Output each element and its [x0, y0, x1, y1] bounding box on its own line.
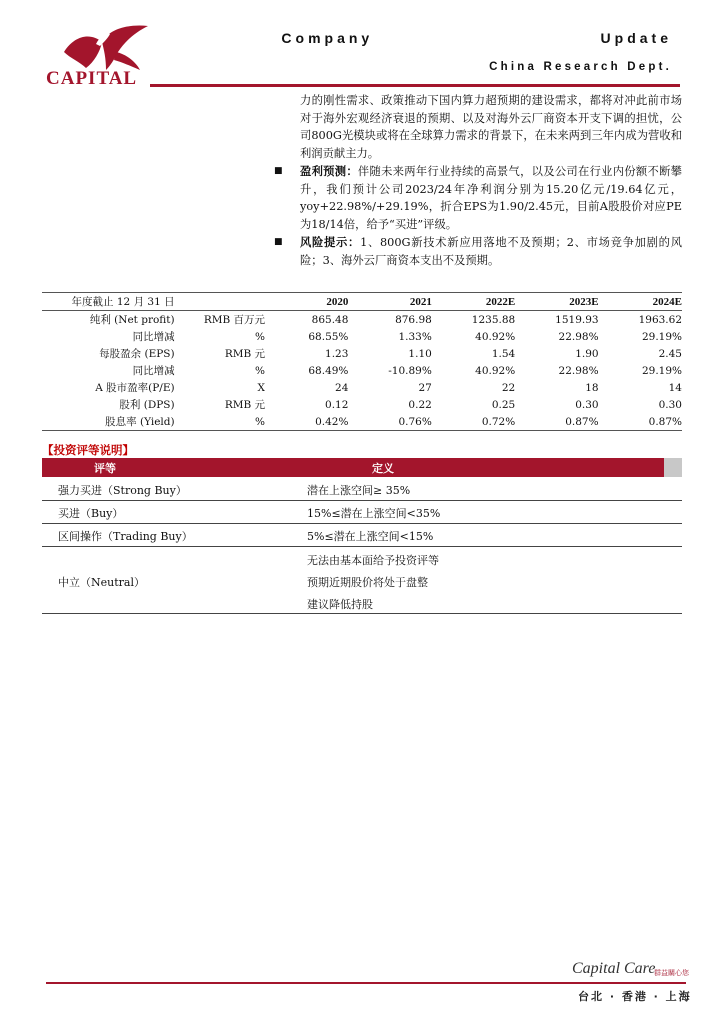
- rating-name: 中立（Neutral）: [58, 576, 145, 589]
- square-bullet-icon: ■: [274, 166, 283, 176]
- table-header-cell: 2023E: [515, 293, 598, 311]
- table-cell: 2.45: [658, 347, 682, 360]
- table-cell: 0.42%: [265, 413, 348, 431]
- table-cell: %: [255, 364, 266, 377]
- table-cell: 0.25: [491, 398, 516, 411]
- table-cell: 1235.88: [471, 313, 516, 326]
- footer-rule: [46, 982, 686, 984]
- table-row: [42, 345, 682, 362]
- rating-name: 买进（Buy）: [58, 507, 124, 520]
- bullet-text: 伴随未来两年行业持续的高景气，以及公司在行业内份额不断攀升，我们预计公司2023/24年净利润分别为15.20亿元/19.64亿元，yoy+22.98%/+29.19%，折合EPS为1.90/2.45元，目前A股股价对应PE为18/14倍，给予“买进”评级。: [300, 165, 682, 231]
- table-cell: X: [257, 381, 266, 394]
- footer-brand-cn: 群益關心您: [654, 969, 689, 977]
- table-cell: RMB 百万元: [203, 314, 266, 326]
- table-cell: 1.10: [408, 347, 432, 360]
- table-cell: 1519.93: [555, 313, 599, 326]
- table-cell: 14: [668, 381, 682, 394]
- footer-brand: Capital Care: [572, 960, 656, 977]
- table-cell: RMB 元: [224, 399, 266, 411]
- table-cell: 0.30: [575, 398, 599, 411]
- table-cell: 29.19%: [641, 330, 682, 343]
- table-cell: 1.90: [575, 347, 599, 360]
- rating-table-header: [42, 458, 664, 477]
- rating-row-buy: [42, 501, 682, 524]
- definition-column-header: 定义: [372, 462, 394, 475]
- rating-definition: 潜在上涨空间≥ 35%: [307, 484, 411, 497]
- rating-name: 强力买进（Strong Buy）: [58, 484, 187, 497]
- bullet-label: 风险提示：: [300, 236, 361, 249]
- table-cell: 22.98%: [558, 330, 599, 343]
- financial-summary-table: [42, 292, 682, 431]
- table-cell: 68.49%: [308, 364, 349, 377]
- table-cell: 0.76%: [348, 413, 431, 431]
- square-bullet-icon: ■: [274, 237, 283, 247]
- table-cell: 18: [585, 381, 599, 394]
- bullet-label: 盈利预测：: [300, 165, 358, 178]
- table-cell: 27: [418, 381, 432, 394]
- table-cell: 24: [335, 381, 349, 394]
- table-cell: %: [175, 413, 265, 431]
- table-cell: 22.98%: [558, 364, 599, 377]
- header-rule: [150, 84, 680, 87]
- table-cell: 22: [501, 381, 516, 394]
- rating-definition: 无法由基本面给予投资评等: [307, 554, 439, 567]
- table-header-row: [42, 293, 682, 311]
- table-cell: 纯利 (Net profit): [89, 314, 175, 326]
- table-cell: 0.12: [325, 398, 349, 411]
- table-cell: 29.19%: [641, 364, 682, 377]
- report-type-title: Company Update: [281, 30, 672, 46]
- table-cell: 0.87%: [599, 413, 682, 431]
- table-cell: -10.89%: [388, 364, 432, 377]
- table-header-cell: 年度截止 12 月 31 日: [42, 293, 175, 311]
- table-cell: 876.98: [395, 313, 432, 326]
- rating-definition: 15%≤潜在上涨空间<35%: [307, 507, 441, 520]
- rating-definition: 建议降低持股: [307, 598, 373, 611]
- rating-name: 区间操作（Trading Buy）: [58, 530, 193, 543]
- rating-definition: 预期近期股价将处于盘整: [307, 576, 428, 589]
- rating-definition: 5%≤潜在上涨空间<15%: [307, 530, 434, 543]
- footer-cities: 台北 · 香港 · 上海: [578, 990, 692, 1003]
- table-row: [42, 328, 682, 345]
- table-cell: 1.23: [325, 347, 349, 360]
- intro-paragraph: 力的刚性需求、政策推动下国内算力超预期的建设需求，都将对冲此前市场对于海外宏观经济衰退的预期、以及对海外云厂商资本开支下调的担忧，公司800G光模块或将在全球算力需求的背景下，在未来两到三年内成为营收和利润贡献主力。: [300, 94, 682, 160]
- table-cell: 40.92%: [475, 330, 516, 343]
- header-gray-cap: [664, 458, 682, 477]
- table-cell: 同比增减: [132, 331, 175, 343]
- table-cell: 865.48: [311, 313, 349, 326]
- table-row: [42, 413, 682, 431]
- table-cell: 股息率 (Yield): [42, 413, 175, 431]
- table-row: [42, 311, 682, 329]
- table-cell: A 股市盈率(P/E): [95, 382, 175, 394]
- table-row: [42, 379, 682, 396]
- report-dept-subtitle: China Research Dept.: [489, 61, 672, 73]
- rating-row-strong-buy: [42, 479, 682, 501]
- table-cell: 1963.62: [638, 313, 682, 326]
- table-header-cell: 2024E: [599, 293, 682, 311]
- rating-section-title: 【投资评等说明】: [42, 443, 134, 457]
- table-cell: 0.22: [408, 398, 432, 411]
- table-cell: 0.87%: [515, 413, 598, 431]
- table-header-cell: [175, 293, 265, 311]
- table-cell: 每股盈余 (EPS): [99, 348, 175, 360]
- table-header-cell: 2022E: [432, 293, 515, 311]
- table-cell: 68.55%: [308, 330, 349, 343]
- table-cell: 股利 (DPS): [119, 399, 175, 411]
- table-cell: 1.54: [491, 347, 516, 360]
- bullet-text: 1、800G新技术新应用落地不及预期；2、市场竞争加剧的风险；3、海外云厂商资本支出不及预期。: [300, 236, 682, 267]
- bullet-risk-warning: [274, 234, 682, 269]
- table-cell: 0.30: [658, 398, 682, 411]
- rating-row-trading-buy: [42, 524, 682, 547]
- bullet-earnings-forecast: [274, 163, 682, 233]
- rating-row-neutral: [42, 547, 682, 614]
- table-cell: 40.92%: [475, 364, 516, 377]
- table-cell: 0.72%: [432, 413, 515, 431]
- logo-text: CAPITAL: [46, 68, 138, 89]
- capital-logo-icon: [56, 22, 152, 74]
- rating-column-header: 评等: [94, 462, 116, 475]
- table-header-cell: 2021: [348, 293, 431, 311]
- table-cell: 1.33%: [398, 330, 432, 343]
- table-row: [42, 396, 682, 413]
- table-row: [42, 362, 682, 379]
- table-cell: 同比增减: [132, 365, 175, 377]
- table-cell: %: [255, 330, 266, 343]
- table-header-cell: 2020: [265, 293, 348, 311]
- table-cell: RMB 元: [224, 348, 266, 360]
